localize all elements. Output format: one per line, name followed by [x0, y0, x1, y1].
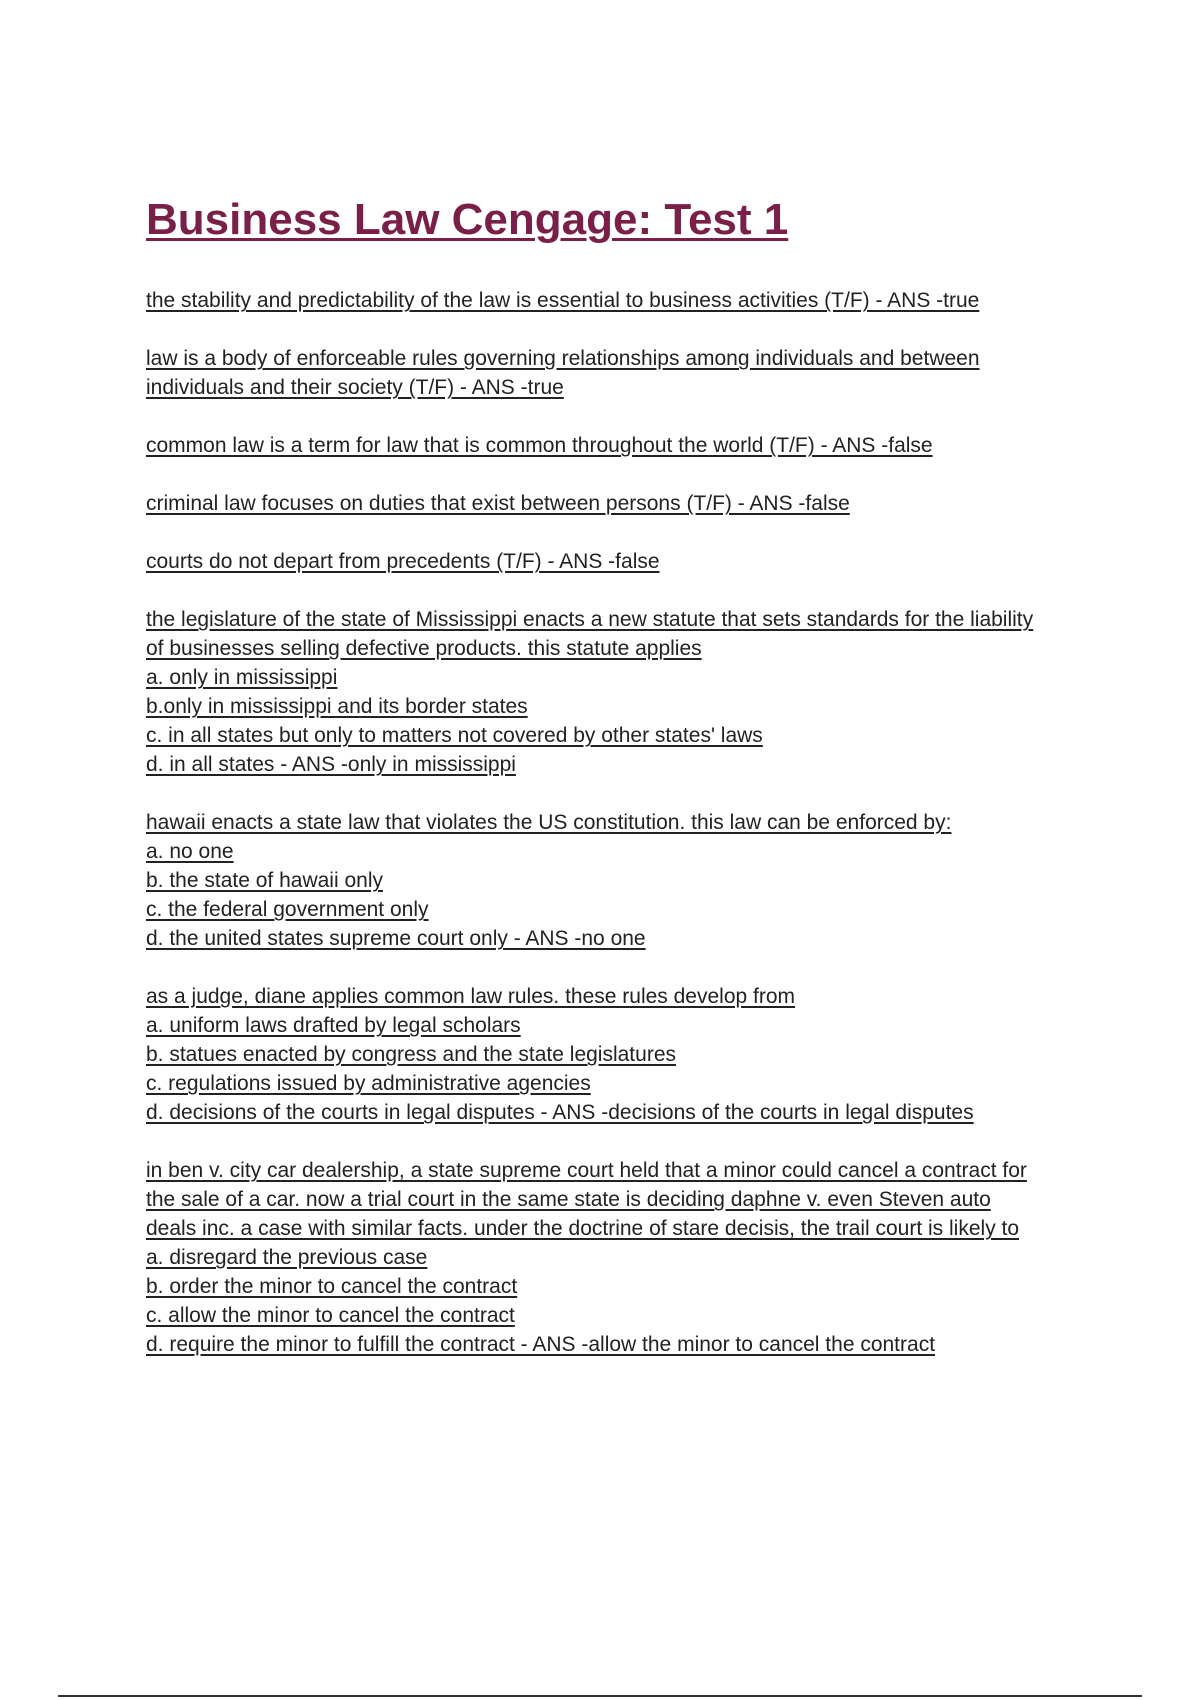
question-line: d. require the minor to fulfill the contract - ANS -allow the minor to cancel the contract [146, 1333, 936, 1357]
question-line: c. in all states but only to matters not covered by other states' laws [146, 724, 763, 748]
question-item [146, 547, 1106, 576]
question-line: a. disregard the previous case [146, 1246, 428, 1270]
question-line: c. the federal government only [146, 898, 429, 922]
question-text: courts do not depart from precedents (T/F) - ANS -false [146, 550, 660, 574]
question-line: b.only in mississippi and its border states [146, 695, 528, 719]
question-line: b. the state of hawaii only [146, 869, 383, 893]
question-line: c. regulations issued by administrative agencies [146, 1072, 591, 1096]
question-line: d. in all states - ANS -only in mississippi [146, 753, 516, 777]
question-line: c. allow the minor to cancel the contract [146, 1304, 515, 1328]
question-item [146, 605, 1106, 779]
question-line: d. decisions of the courts in legal disputes - ANS -decisions of the courts in legal disputes [146, 1101, 974, 1125]
question-line: deals inc. a case with similar facts. under the doctrine of stare decisis, the trail court is likely to [146, 1217, 1020, 1241]
question-item [146, 808, 1106, 953]
question-item [146, 431, 1106, 460]
question-line: b. statues enacted by congress and the state legislatures [146, 1043, 676, 1067]
question-list [146, 286, 1106, 1359]
footer-divider [58, 1695, 1142, 1697]
question-text: as a judge, diane applies common law rules. these rules develop from [146, 985, 796, 1009]
question-item [146, 286, 1106, 315]
question-line: b. order the minor to cancel the contract [146, 1275, 518, 1299]
question-line: individuals and their society (T/F) - ANS -true [146, 376, 564, 400]
question-line: d. the united states supreme court only - ANS -no one [146, 927, 646, 951]
document-title: Business Law Cengage: Test 1 [146, 195, 789, 244]
question-line: a. no one [146, 840, 234, 864]
document-body [146, 196, 1106, 1388]
question-line: of businesses selling defective products. this statute applies [146, 637, 702, 661]
question-line: the sale of a car. now a trial court in the same state is deciding daphne v. even Steven auto [146, 1188, 991, 1212]
question-text: law is a body of enforceable rules governing relationships among individuals and between [146, 347, 980, 371]
question-text: in ben v. city car dealership, a state supreme court held that a minor could cancel a contract for [146, 1159, 1027, 1183]
question-text: common law is a term for law that is common throughout the world (T/F) - ANS -false [146, 434, 933, 458]
question-line: a. uniform laws drafted by legal scholars [146, 1014, 521, 1038]
question-item [146, 344, 1106, 402]
question-line: a. only in mississippi [146, 666, 338, 690]
question-text: the legislature of the state of Mississippi enacts a new statute that sets standards for the liability [146, 608, 1034, 632]
question-item [146, 982, 1106, 1127]
question-item [146, 1156, 1106, 1359]
question-text: criminal law focuses on duties that exist between persons (T/F) - ANS -false [146, 492, 850, 516]
question-text: the stability and predictability of the law is essential to business activities (T/F) - ANS -true [146, 289, 980, 313]
question-item [146, 489, 1106, 518]
question-text: hawaii enacts a state law that violates the US constitution. this law can be enforced by: [146, 811, 952, 835]
